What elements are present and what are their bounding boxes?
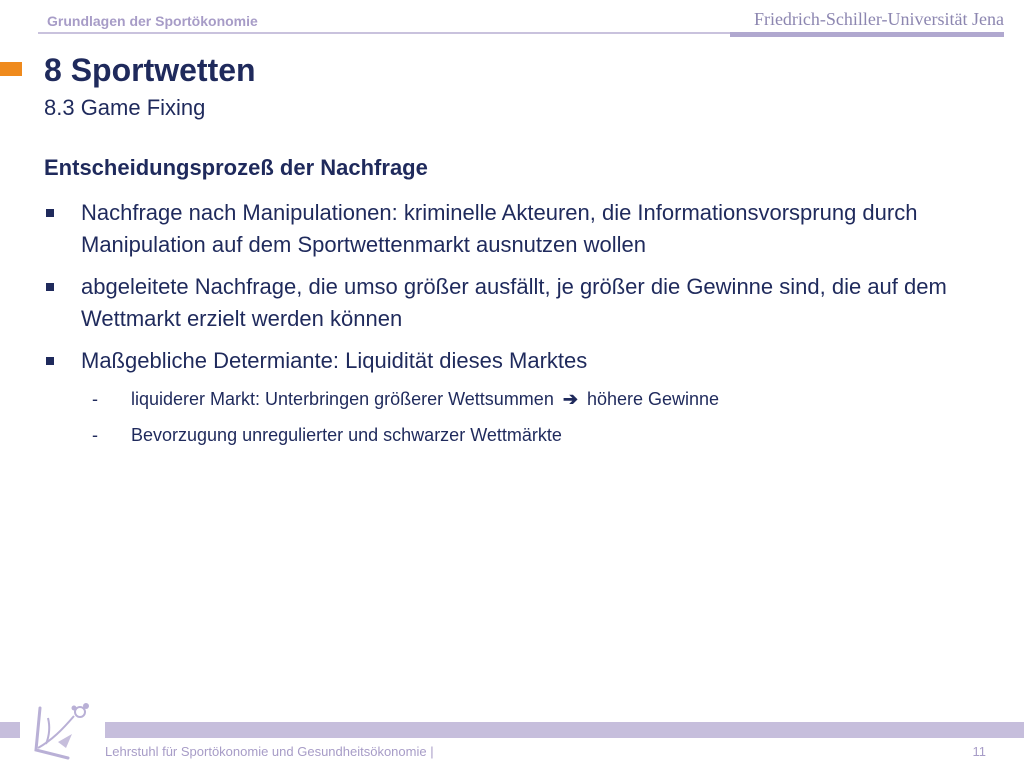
university-logo-icon <box>28 700 98 764</box>
sub-bullet-text: liquiderer Markt: Unterbringen größerer Wettsummen <box>131 389 554 409</box>
bullet-text: abgeleitete Nachfrage, die umso größer ausfällt, je größer die Gewinne sind, die auf dem Wettmarkt erzielt werden können <box>81 274 947 331</box>
slide-subtitle: 8.3 Game Fixing <box>44 95 206 120</box>
slide-content <box>44 155 1004 459</box>
sub-bullet-item <box>44 423 1004 447</box>
dash-marker: - <box>92 425 98 445</box>
university-name: Friedrich-Schiller-Universität Jena <box>753 9 1004 29</box>
footer-text: Lehrstuhl für Sportökonomie und Gesundheitsökonomie | <box>105 744 434 759</box>
sub-bullet-item <box>44 387 1004 411</box>
slide-title: 8 Sportwetten <box>44 52 256 88</box>
dash-marker: - <box>92 389 98 409</box>
square-bullet-icon <box>46 357 54 365</box>
course-title: Grundlagen der Sportökonomie <box>47 13 258 29</box>
square-bullet-icon <box>46 283 54 291</box>
title-accent-icon <box>0 62 22 76</box>
sub-bullet-text: Bevorzugung unregulierter und schwarzer Wettmärkte <box>131 425 562 445</box>
header-divider-accent <box>730 32 1004 37</box>
bullet-text: Maßgebliche Determiante: Liquidität dieses Marktes <box>81 348 588 373</box>
bullet-item <box>44 197 1004 261</box>
bullet-item <box>44 345 1004 377</box>
right-arrow-icon: ➔ <box>562 389 578 409</box>
bullet-text: Nachfrage nach Manipulationen: kriminelle Akteuren, die Informationsvorsprung durch Manipulation auf dem Sportwettenmarkt ausnutzen wollen <box>81 200 918 257</box>
content-heading: Entscheidungsprozeß der Nachfrage <box>44 155 428 180</box>
sub-bullet-text-after: höhere Gewinne <box>586 389 720 409</box>
footer-left-accent <box>0 722 20 738</box>
square-bullet-icon <box>46 209 54 217</box>
footer-bar <box>105 722 1024 738</box>
bullet-item <box>44 271 1004 335</box>
page-number: 11 <box>972 744 986 759</box>
